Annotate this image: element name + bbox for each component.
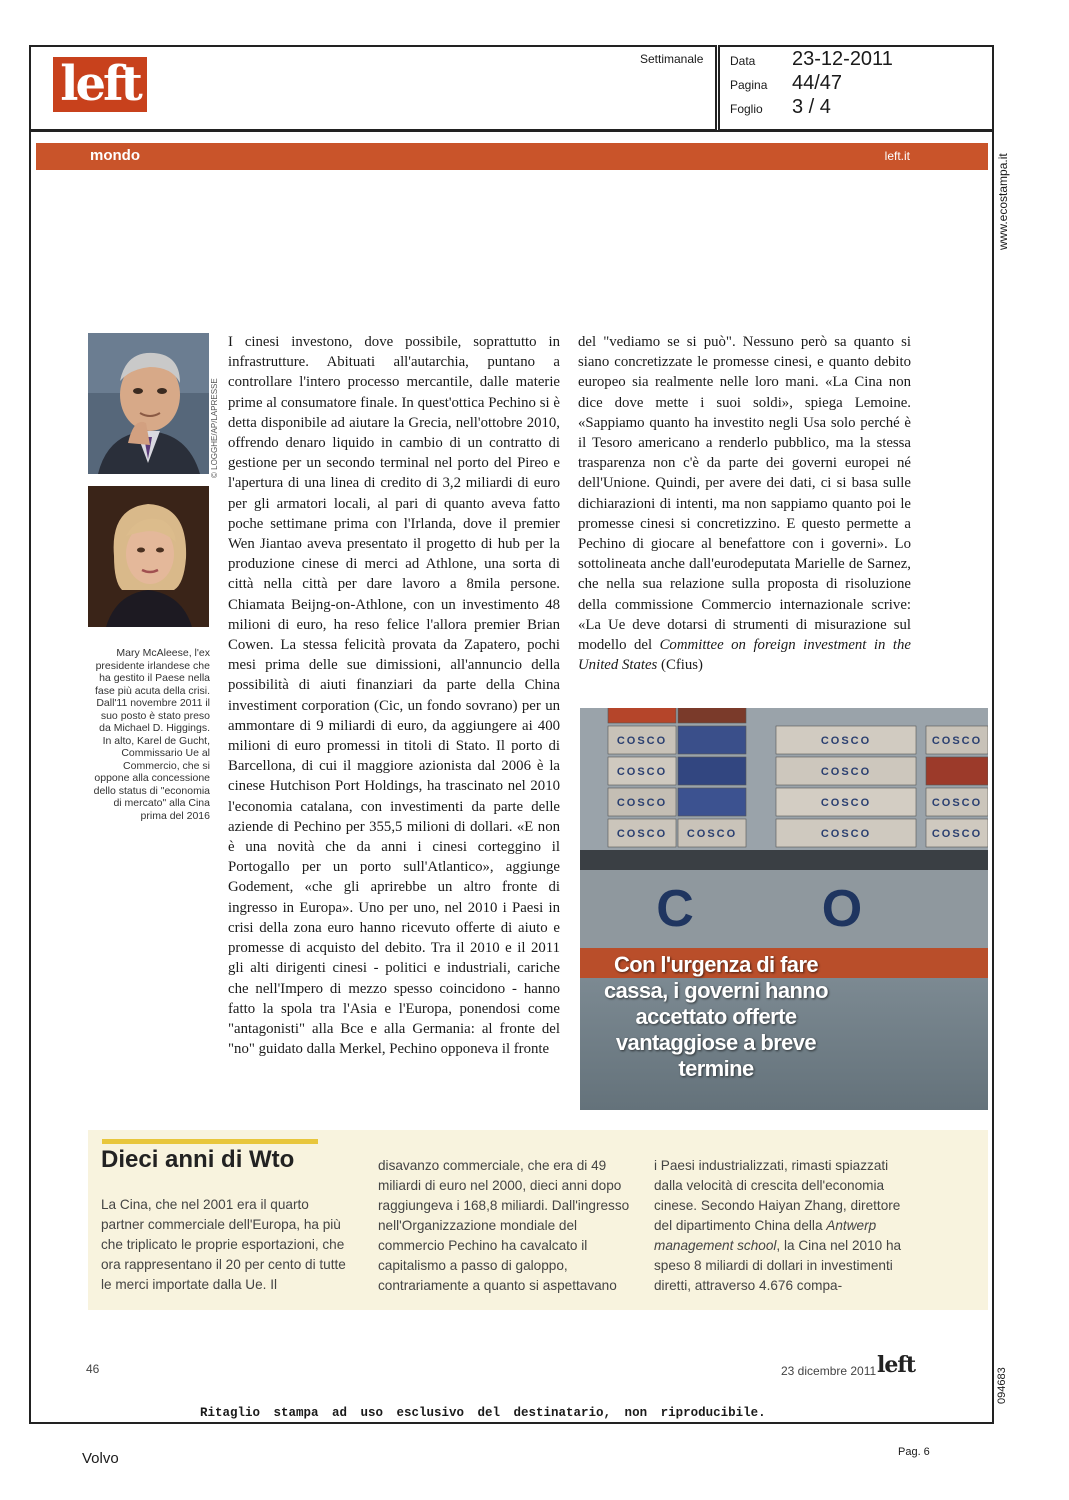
box-column-3 <box>654 1156 914 1296</box>
container-label: COSCO <box>686 828 738 840</box>
box-text: , la Cina nel 2010 ha speso 8 miliardi di dollari in investimenti diretti, attraverso 4.676 compa- <box>654 1238 902 1293</box>
magazine-logo: left <box>53 57 147 112</box>
box-column-1: La Cina, che nel 2001 era il quarto partner commerciale dell'Europa, ha più che triplicato le proprie esportazioni, che ora rappresentano il 20 per cento di tutte le merci importate dalla Ue. Il <box>101 1197 346 1292</box>
container-box <box>608 708 676 723</box>
page-label: Pag. 6 <box>898 1446 930 1458</box>
container-label: COSCO <box>820 735 872 747</box>
section-site: left.it <box>884 149 910 163</box>
article-text: (Cfius) <box>657 657 703 674</box>
box-column-2: disavanzo commerciale, che era di 49 miliardi di euro nel 2000, dieci anni dopo raggiungeva i 168,8 miliardi. Dall'ingresso nell'Organizzazione mondiale del commercio Pechino ha cavalcato il capitalismo a passo di galoppo, contrariamente a quanto si aspettavano <box>378 1158 630 1293</box>
container-label: COSCO <box>931 735 983 747</box>
container-label: COSCO <box>820 766 872 778</box>
photo-mary-mcaleese <box>88 486 209 627</box>
container-label: COSCO <box>931 828 983 840</box>
meta-value: 3 / 4 <box>792 96 831 118</box>
portrait-woman-illustration <box>88 486 209 627</box>
client-name: Volvo <box>82 1450 119 1467</box>
article-column-1: I cinesi investono, dove possibile, soprattutto in infrastrutture. Abituati all'autarchia, puntano a controllare l'intero processo mercantile, dalle materie prime al consumatore finale. In quest'ottica Pechino si è detta disponibile ad aiutare la Grecia, nell'ottobre 2010, offrendo denaro liquido in cambio di un contratto di gestione per un secondo terminal nel porto del Pireo e l'apertura di una linea di credito di 3,2 miliardi di euro per gli armatori locali, al pari di quanto aveva fatto poche settimane prima con l'Irlanda, dove il premier Wen Jiantao aveva presentato il progetto di hub per la produzione cinese di merci ad Athlone, una sorta di città nella città per dare lavoro a 8mila persone. Chiamata Beijng-on-Athlone, con un investimento 48 milioni di euro, ha reso felice l'allora premier Brian Cowen. La stessa felicità provata da Zapatero, pochi mesi prima delle sue dimissioni, all'annuncio della possibilità di aiuti finanziari da parte della China investiment corporation (Cic, un fondo sovrano) per un ammontare di 9 miliardi di euro, da aggiungere ai 400 milioni di euro promessi in titoli di Stato. Il porto di Barcellona, di cui il maggiore azionista dal 2006 è la cinese Hutchison Port Holdings, ha trascinato nel 2010 l'economia catalana, con investimenti da parte delle aziende di Pechino per 355,5 milioni di dollari. «E non è una novità che da anni i cinesi corteggino il Portogallo per un porto sull'Atlantico», aggiunge Godement, «che gli aprirebbe un altro fronte di ingresso in Europa». Uno per uno, nel 2010 i Paesi in crisi della zona euro hanno ricevuto offerte di aiuto e promesse di acquisto del debito. Tra il 2010 e il 2011 gli alti dirigenti cinesi - politici e industriali, cariche che nell'Impero di mezzo spesso coincidono - hanno fatto la spola tra l'Asia e l'Europa, ponendosi come "antagonisti" alla Bce e alla Germania: al fronte del "no" guidato dalla Merkel, Pechino opponeva il fronte <box>228 334 560 1058</box>
disclaimer: Ritaglio stampa ad uso esclusivo del destinatario, non riproducibile. <box>200 1406 766 1420</box>
container-box <box>678 757 746 785</box>
article-italic-text: Committee on foreign investment in the United States <box>578 637 911 674</box>
container-label: COSCO <box>616 735 668 747</box>
container-label: COSCO <box>616 797 668 809</box>
meta-label: Data <box>730 54 756 68</box>
meta-value: 23-12-2011 <box>792 48 893 70</box>
hull-letter-o: O <box>821 880 863 938</box>
page-number: 46 <box>86 1362 100 1376</box>
box-title-accent <box>102 1139 318 1144</box>
article-column-2 <box>578 332 911 675</box>
side-code: 094683 <box>996 1367 1008 1404</box>
container-box <box>678 726 746 754</box>
section-bar <box>36 143 988 170</box>
container-label: COSCO <box>616 828 668 840</box>
container-label: COSCO <box>616 766 668 778</box>
footer-logo: left <box>877 1352 915 1378</box>
photo-karel-de-gucht <box>88 333 209 474</box>
meta-label: Foglio <box>730 102 763 116</box>
footer-date: 23 dicembre 2011 <box>781 1364 877 1378</box>
article-text: del "vediamo se si può". Nessuno però sa quanto si siano concretizzate le promesse cinesi, e quanto debito europeo sia realmente nelle loro mani. «La Cina non dice dove mette i suoi soldi», spiega Lemoine. «Sappiamo quanto ha investito negli Usa solo perché è il Tesoro americano a renderlo pubblico, ma la stessa trasparenza non c'è da parte dei governi europei né dell'Unione. Quindi, per avere dei dati, ci si basa sulle dichiarazioni di intenti, ma non sappiamo quanto poi le promesse cinesi si concretizzino. E questo permette a Pechino di giocare al benefattore con i governi». Lo sottolineata anche dall'eurodeputata Marielle de Sarnez, che nella sua relazione sulla proposta di risoluzione della commissione Commercio internazionale scrive: «La Ue deve dotarsi di strumenti di misurazione sul modello del <box>578 334 911 654</box>
container-label: COSCO <box>820 797 872 809</box>
meta-label: Pagina <box>730 78 768 92</box>
container-label: COSCO <box>931 797 983 809</box>
container-label: COSCO <box>820 828 872 840</box>
pull-quote: Con l'urgenza di fare cassa, i governi hanno accettato offerte vantaggiose a breve termine <box>604 952 828 1081</box>
side-website: www.ecostampa.it <box>996 153 1010 250</box>
photo-caption: Mary McAleese, l'ex presidente irlandese che ha gestito il Paese nella fase più acuta della crisi. Dall'11 novembre 2011 il suo posto è stato preso da Michael D. Higgings. In alto, Karel de Gucht, Commissario Ue al Commercio, che si oppone alla concessione dello status di "economia di mercato" alla Cina prima del 2016 <box>93 647 210 822</box>
container-box <box>678 708 746 723</box>
box-italic-text: Antwerp management school <box>654 1218 877 1253</box>
section-name: mondo <box>90 147 140 164</box>
meta-value: 44/47 <box>792 72 843 94</box>
box-text: i Paesi industrializzati, rimasti spiazzati dalla velocità di crescita dell'economia cinese. Secondo Haiyan Zhang, direttore del dipartimento China della <box>654 1158 901 1233</box>
box-title: Dieci anni di Wto <box>101 1146 295 1173</box>
portrait-man-illustration <box>88 333 209 474</box>
container-stack <box>608 708 988 847</box>
hull-letter-c: C <box>656 880 694 938</box>
photo-credit: © LOGGHE/AP/LAPRESSE <box>210 378 219 478</box>
container-box <box>678 788 746 816</box>
periodicity-label: Settimanale <box>640 52 704 66</box>
container-box <box>926 757 988 785</box>
